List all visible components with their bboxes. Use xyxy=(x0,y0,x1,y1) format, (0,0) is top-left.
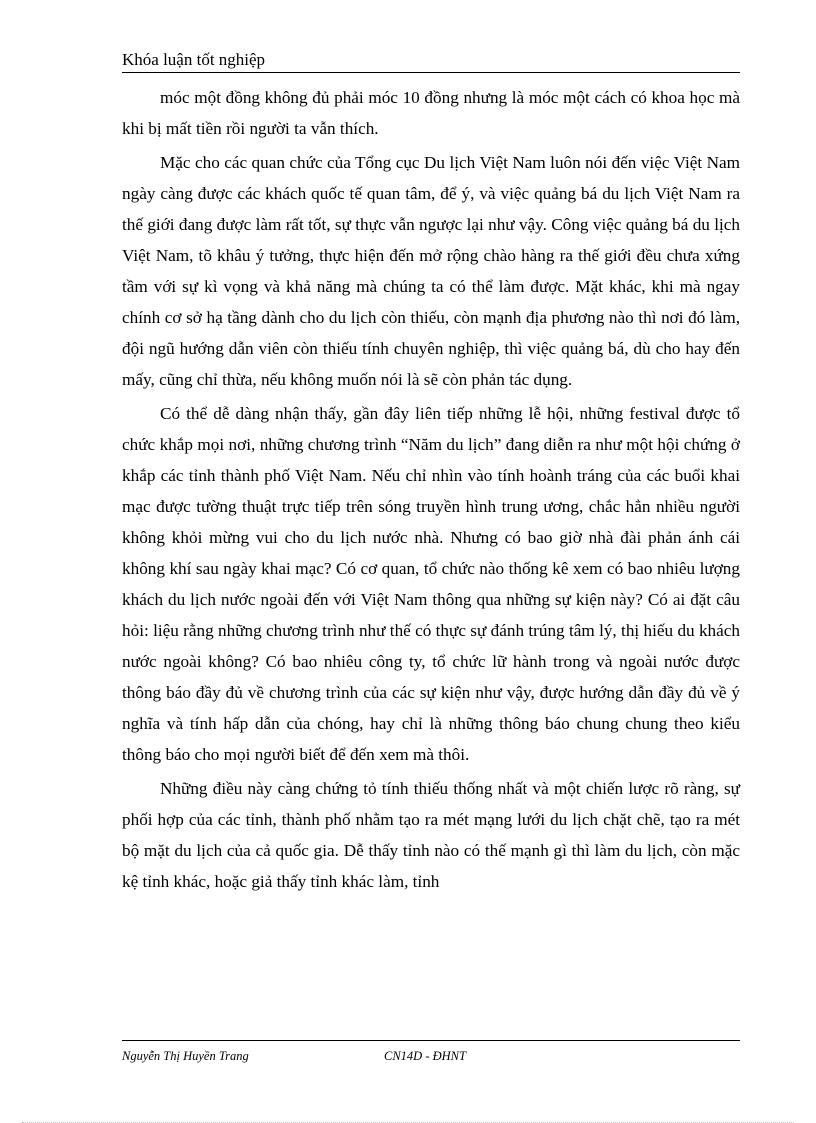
document-body xyxy=(122,82,740,897)
page-footer xyxy=(122,1040,740,1063)
footer-class-code: CN14D - ĐHNT xyxy=(384,1049,466,1063)
paragraph: Có thể dễ dàng nhận thấy, gần đây liên tiếp những lễ hội, những festival được tổ chức khắp mọi nơi, những chương trình “Năm du lịch” đang diễn ra như một hội chứng ở khắp các tỉnh thành phố Việt Nam. Nếu chỉ nhìn vào tính hoành tráng của các buổi khai mạc được tường thuật trực tiếp trên sóng truyền hình trung ương, chắc hẳn nhiều người không khỏi mừng vui cho du lịch nước nhà. Nhưng có bao giờ nhà đài phản ánh cái không khí sau ngày khai mạc? Có cơ quan, tổ chức nào thống kê xem có bao nhiêu lượng khách du lịch nước ngoài đến với Việt Nam thông qua những sự kiện này? Có ai đặt câu hỏi: liệu rằng những chương trình như thế có thực sự đánh trúng tâm lý, thị hiếu du khách nước ngoài không? Có bao nhiêu công ty, tổ chức lữ hành trong và ngoài nước được thông báo đầy đủ về chương trình của các sự kiện như vậy, được hướng dẫn đầy đủ về ý nghĩa và tính hấp dẫn của chóng, hay chỉ là những thông báo chung chung theo kiểu thông báo cho mọi người biết để đến xem mà thôi. xyxy=(122,404,740,764)
paragraph-continued: móc một đồng không đủ phải móc 10 đồng nhưng là móc một cách có khoa học mà khi bị mất tiền rồi người ta vẫn thích. xyxy=(122,88,740,138)
header-divider xyxy=(122,72,740,73)
header-title: Khóa luận tốt nghiệp xyxy=(122,50,266,69)
paragraph: Những điều này càng chứng tỏ tính thiếu thống nhất và một chiến lược rõ ràng, sự phối hợp của các tỉnh, thành phố nhằm tạo ra mét mạng lưới du lịch chặt chẽ, tạo ra mét bộ mặt du lịch của cả quốc gia. Dễ thấy tỉnh nào có thế mạnh gì thì làm du lịch, còn mặc kệ tỉnh khác, hoặc giả thấy tỉnh khác làm, tỉnh xyxy=(122,779,740,891)
footer-author: Nguyễn Thị Huyền Trang xyxy=(122,1049,249,1063)
page-header xyxy=(122,50,740,73)
paragraph: Mặc cho các quan chức của Tổng cục Du lịch Việt Nam luôn nói đến việc Việt Nam ngày càng được các khách quốc tế quan tâm, để ý, và việc quảng bá du lịch Việt Nam ra thế giới đang được làm rất tốt, sự thực vẫn ngược lại như vậy. Công việc quảng bá du lịch Việt Nam, tõ khâu ý tưởng, thực hiện đến mở rộng chào hàng ra thế giới đều chưa xứng tầm với sự kì vọng và khả năng mà chúng ta có thể làm được. Mặt khác, khi mà ngay chính cơ sở hạ tầng dành cho du lịch còn thiếu, còn mạnh địa phương nào thì nơi đó làm, đội ngũ hướng dẫn viên còn thiếu tính chuyên nghiệp, thì việc quảng bá, dù cho hay đến mấy, cũng chỉ thừa, nếu không muốn nói là sẽ còn phản tác dụng. xyxy=(122,153,740,389)
